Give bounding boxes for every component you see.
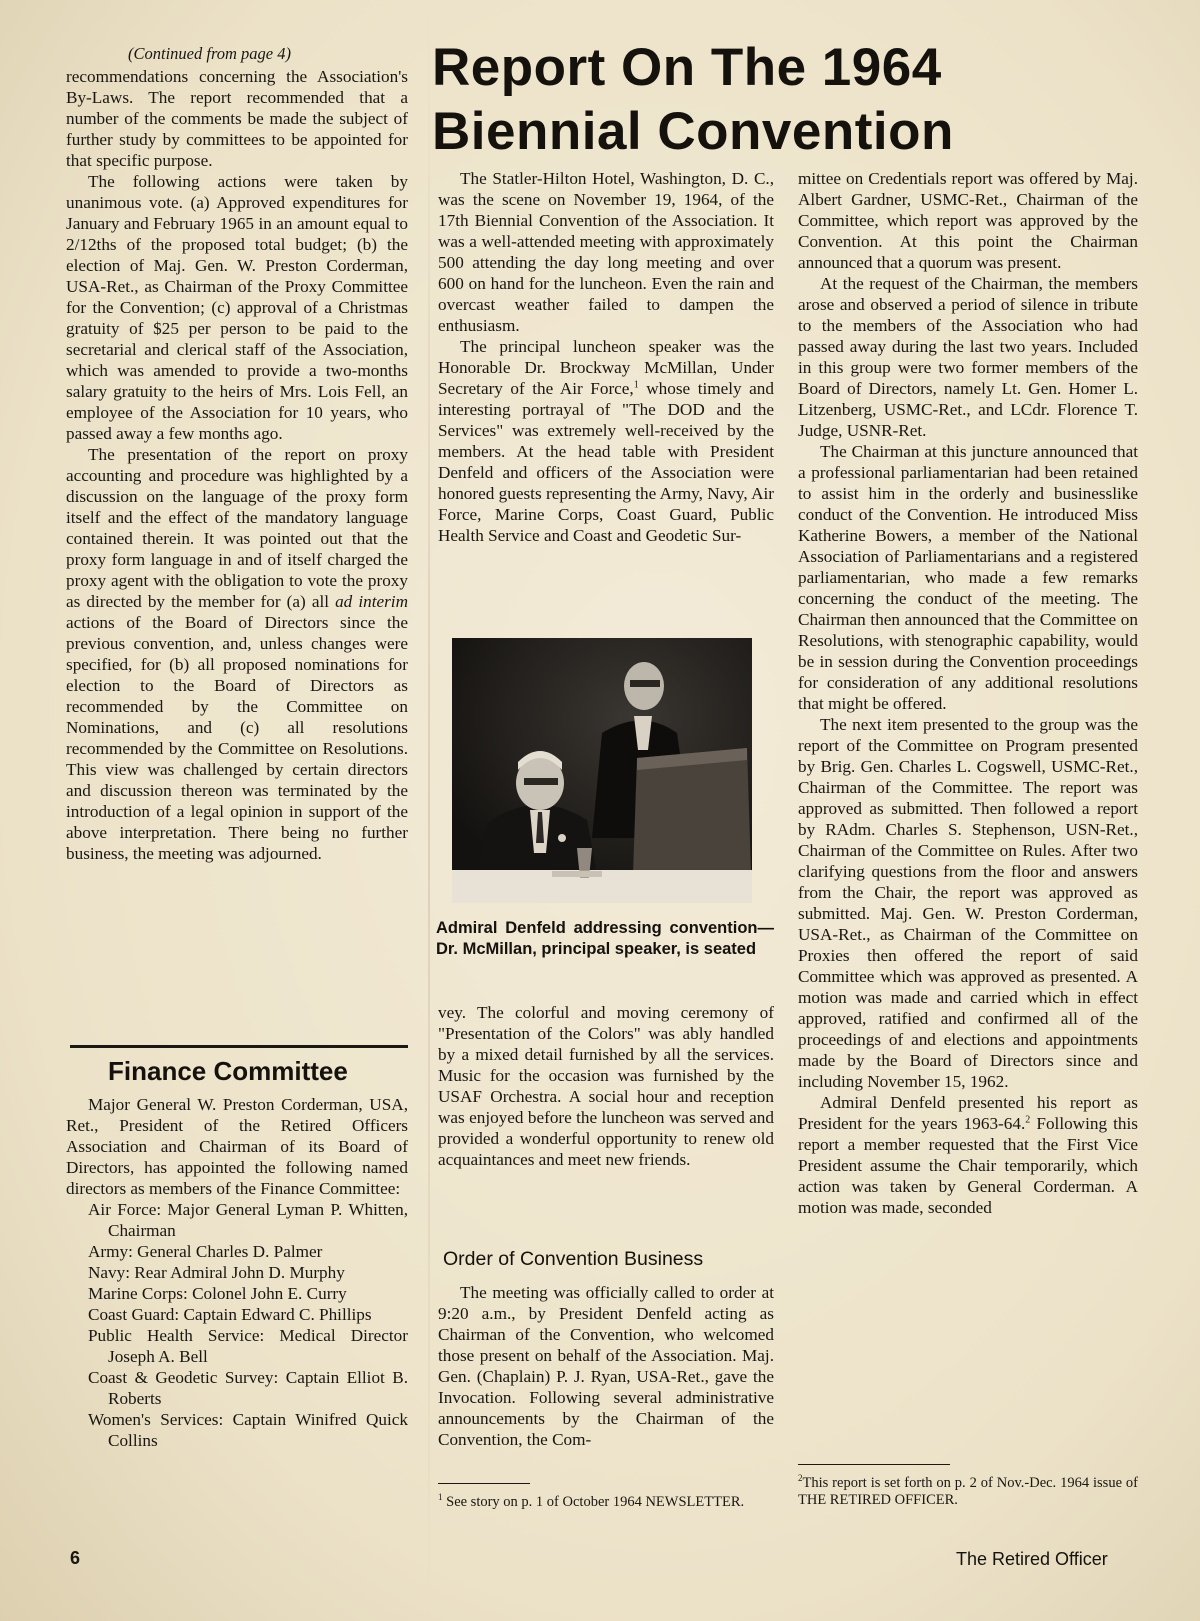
paragraph: The Chairman at this juncture announced that a professional parliamentarian had been retained to assist him in the orderly and businesslike conduct of the Convention. He introduced Miss Katherine Bowers, a member of the National Association of Parliamentarians and a registered parliamentarian, who made a few remarks concerning the conduct of the meeting. The Chairman then announced that the Committee on Resolutions, with stenographic capability, would be in session during the Convention proceedings for consideration of any additional resolutions that might be offered. xyxy=(798,442,1138,713)
paragraph xyxy=(798,1092,1138,1218)
paragraph-text: whose timely and interesting portrayal of "The DOD and the Services" was extremely well-received by the members. At the head table with President Denfeld and officers of the Association were honored guests representing the Army, Navy, Air Force, Marine Corps, Coast Guard, Public Health Service and Coast and Geodetic Sur- xyxy=(438,379,774,545)
list-item: Air Force: Major General Lyman P. Whitten, Chairman xyxy=(88,1200,408,1240)
paragraph: vey. The colorful and moving ceremony of "Presentation of the Colors" was ably handled by a mixed detail furnished by all the services. Music for the occasion was furnished by the USAF Orchestra. A social hour and reception was enjoyed before the luncheon was served and provided a wonderful opportunity to renew old acquaintances and meet new friends. xyxy=(438,1003,774,1169)
column-2-continued xyxy=(438,1002,774,1170)
paragraph-text: The presentation of the report on proxy accounting and procedure was highlighted by a discussion on the language of the proxy form itself and the effect of the mandatory language contained therein. It was pointed out that the proxy form language in and of itself charged the proxy agent with the obligation to vote the proxy as directed by the member for (a) all xyxy=(66,445,408,611)
convention-photo xyxy=(452,638,752,903)
column-2-order-section xyxy=(438,1282,774,1450)
paragraph-text: The principal luncheon speaker was the Honorable Dr. Brockway McMillan, Under Secretary of the Air Force, xyxy=(438,337,774,398)
article-headline xyxy=(432,36,1172,164)
paragraph xyxy=(438,336,774,546)
list-item: Navy: Rear Admiral John D. Murphy xyxy=(88,1263,345,1282)
paragraph-text: actions of the Board of Directors since the previous convention, and, unless changes were specified, for (b) all proposed nominations for election to the Board of Directors as recommended by the Committee on Nominations, and (c) all resolutions recommended by the Committee on Resolutions. This view was challenged by certain directors and discussion thereon was terminated by the introduction of a legal opinion in support of the above interpretation. There being no further business, the meeting was adjourned. xyxy=(66,613,408,863)
paragraph: At the request of the Chairman, the members arose and observed a period of silence in tribute to the members of the Association who had passed away during the last two years. Included in this group were two former members of the Board of Directors, namely Lt. Gen. Homer L. Litzenberg, USMC-Ret., and LCdr. Florence T. Judge, USNR-Ret. xyxy=(798,274,1138,440)
paragraph: recommendations concerning the Association's By-Laws. The report recommended that a number of the comments be made the subject of further study by committees to be appointed for that specific purpose. xyxy=(66,67,408,170)
footnote-1 xyxy=(438,1489,774,1511)
list-item: Coast Guard: Captain Edward C. Phillips xyxy=(88,1305,372,1324)
page-fold xyxy=(428,0,430,1621)
headline-line-1: Report On The 1964 xyxy=(432,38,942,97)
footnote-ref: 1 xyxy=(633,379,639,391)
publication-name: The Retired Officer xyxy=(956,1549,1108,1569)
order-of-business-heading: Order of Convention Business xyxy=(443,1248,704,1270)
paragraph-text: Admiral Denfeld presented his report as President for the years 1963-64. xyxy=(798,1093,1138,1133)
finance-intro: Major General W. Preston Corderman, USA, Ret., President of the Retired Officers Association and Chairman of its Board of Directors, has appointed the following named directors as members of the Finance Committee: xyxy=(66,1095,408,1198)
list-item: Marine Corps: Colonel John E. Curry xyxy=(88,1284,347,1303)
column-3 xyxy=(798,168,1138,1218)
finance-committee-heading: Finance Committee xyxy=(108,1056,348,1086)
footnote-text: This report is set forth on p. 2 of Nov.-Dec. 1964 issue of THE RETIRED OFFICER. xyxy=(798,1474,1138,1508)
list-item: Women's Services: Captain Winifred Quick Collins xyxy=(88,1410,408,1450)
paragraph: mittee on Credentials report was offered by Maj. Albert Gardner, USMC-Ret., Chairman of the Committee, which report was approved by the Convention. At this point the Chairman announced that a quorum was present. xyxy=(798,169,1138,272)
footnote-text: See story on p. 1 of October 1964 NEWSLETTER. xyxy=(446,1493,745,1510)
footnote-2 xyxy=(798,1470,1138,1509)
paragraph: The meeting was officially called to order at 9:20 a.m., by President Denfeld acting as Chairman of the Convention, who welcomed those present on behalf of the Association. Maj. Gen. (Chaplain) P. J. Ryan, USA-Ret., gave the Invocation. Following several administrative announcements by the Chairman of the Convention, the Com- xyxy=(438,1283,774,1449)
page-number: 6 xyxy=(70,1548,81,1568)
finance-committee-section xyxy=(66,1094,408,1451)
list-item: Coast & Geodetic Survey: Captain Elliot B. Roberts xyxy=(88,1368,408,1408)
footnote-number: 2 xyxy=(798,1473,803,1483)
paragraph xyxy=(66,444,408,864)
footnote-number: 1 xyxy=(438,1492,443,1502)
list-item: Public Health Service: Medical Director Joseph A. Bell xyxy=(88,1326,408,1366)
footnote-rule xyxy=(798,1464,950,1465)
continued-note: (Continued from page 4) xyxy=(128,44,291,63)
paragraph: The following actions were taken by unanimous vote. (a) Approved expenditures for January and February 1965 in an amount equal to 2/12ths of the proposed total budget; (b) the election of Maj. Gen. W. Preston Corderman, USA-Ret., as Chairman of the Proxy Committee for the Convention; (c) approval of a Christmas gratuity of $25 per person to be paid to the secretarial and clerical staff of the Association, which was amended to provide a two-months salary gratuity to the heirs of Mrs. Lois Fell, an employee of the Association for 10 years, who passed away a few months ago. xyxy=(66,172,408,443)
photo-illustration xyxy=(452,638,752,903)
photo-caption: Admiral Denfeld addressing convention—Dr. McMillan, principal speaker, is seated xyxy=(436,919,774,958)
headline-line-2: Biennial Convention xyxy=(432,102,954,161)
paragraph-text: Following this report a member requested that the First Vice President assume the Chair temporarily, which action was taken by General Corderman. A motion was made, seconded xyxy=(798,1114,1138,1217)
list-item: Army: General Charles D. Palmer xyxy=(88,1242,323,1261)
column-1 xyxy=(66,66,408,864)
finance-member-list xyxy=(66,1199,408,1451)
footnote-rule xyxy=(438,1483,530,1484)
paragraph: The Statler-Hilton Hotel, Washington, D. C., was the scene on November 19, 1964, of the 17th Biennial Convention of the Association. It was a well-attended meeting with approximately 500 attending the day long meeting and over 600 on hand for the luncheon. Even the rain and overcast weather failed to dampen the enthusiasm. xyxy=(438,169,774,335)
paragraph: The next item presented to the group was the report of the Committee on Program presented by Brig. Gen. Charles L. Cogswell, USMC-Ret., Chairman of the Committee. The report was approved as submitted. Then followed a report by RAdm. Charles S. Stephenson, USN-Ret., Chairman of the Committee on Rules. After two clarifying questions from the floor and answers from the Chair, the report was approved as submitted. Maj. Gen. W. Preston Corderman, USA-Ret., as Chairman of the Committee on Proxies then offered the report of said Committee which was approved as presented. A motion was made and carried which in effect approved, ratified and confirmed all of the proceedings of and elections and appointments made by the Board of Directors since and including November 15, 1962. xyxy=(798,715,1138,1091)
paragraph-italic: ad interim xyxy=(335,592,408,611)
section-rule xyxy=(70,1045,408,1048)
footnote-ref: 2 xyxy=(1025,1114,1031,1126)
column-2 xyxy=(438,168,774,546)
